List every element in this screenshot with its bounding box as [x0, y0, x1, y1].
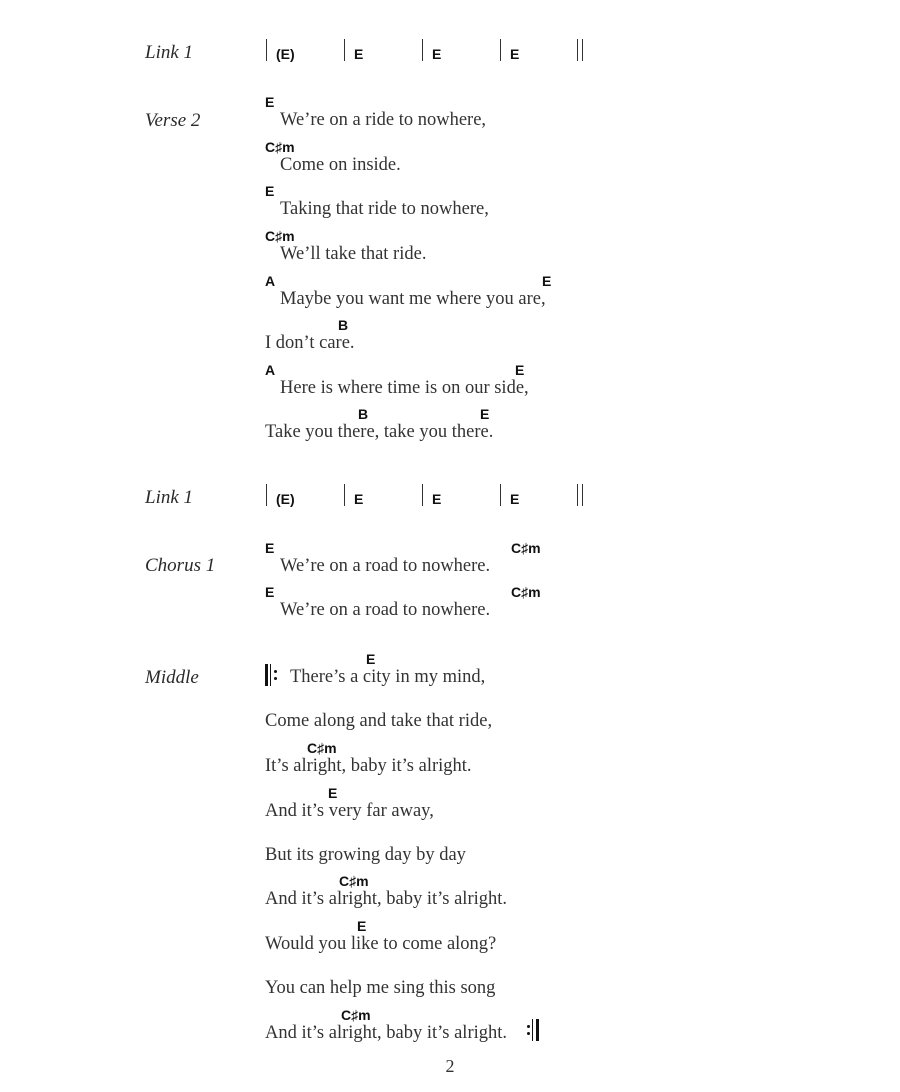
- chord: B: [358, 406, 369, 422]
- end-repeat-sign: [527, 1019, 541, 1041]
- chord: E: [480, 406, 490, 422]
- start-repeat-sign: [265, 664, 279, 686]
- chord: E: [542, 273, 552, 289]
- bar-chord: E: [354, 46, 364, 62]
- bar-chord: (E): [276, 46, 295, 62]
- lyric-line: Maybe you want me where you are,: [280, 289, 546, 309]
- barline: [266, 484, 267, 506]
- lyric-line: We’re on a ride to nowhere,: [280, 110, 487, 130]
- lyric-line: And it’s alright, baby it’s alright.: [265, 889, 508, 909]
- lyric-line: Taking that ride to nowhere,: [280, 199, 489, 219]
- chord: E: [328, 785, 338, 801]
- lyric-line: I don’t care.: [265, 333, 355, 353]
- chord: C♯m: [511, 540, 541, 556]
- barline: [422, 484, 423, 506]
- chord: C♯m: [265, 228, 295, 244]
- bar-chord: E: [510, 491, 520, 507]
- page-number: 2: [445, 1056, 455, 1076]
- chord: A: [265, 273, 276, 289]
- section-label-link1: Link 1: [145, 487, 194, 508]
- final-barline: [577, 484, 583, 506]
- bar-chord: E: [510, 46, 520, 62]
- chord: E: [366, 651, 376, 667]
- chord: E: [265, 540, 275, 556]
- chord: C♯m: [307, 740, 337, 756]
- bar-chord: E: [432, 46, 442, 62]
- lyric-line: You can help me sing this song: [265, 978, 496, 998]
- lyric-line: There’s a city in my mind,: [290, 667, 486, 687]
- chord: E: [265, 94, 275, 110]
- chord: E: [265, 584, 275, 600]
- section-label-middle: Middle: [145, 667, 199, 688]
- chord: B: [338, 317, 349, 333]
- section-label-link1: Link 1: [145, 42, 194, 63]
- section-label-chorus1: Chorus 1: [145, 555, 216, 576]
- bar-chord: E: [432, 491, 442, 507]
- lyric-line: Come along and take that ride,: [265, 711, 493, 731]
- chord: C♯m: [339, 873, 369, 889]
- barline: [422, 39, 423, 61]
- lyric-line: Here is where time is on our side,: [280, 378, 529, 398]
- lyric-line: But its growing day by day: [265, 845, 466, 865]
- lyric-line: And it’s alright, baby it’s alright.: [265, 1023, 508, 1043]
- lyric-line: Take you there, take you there.: [265, 422, 494, 442]
- barline: [500, 39, 501, 61]
- chord: E: [515, 362, 525, 378]
- lyric-line: We’re on a road to nowhere.: [280, 600, 491, 620]
- chord: E: [357, 918, 367, 934]
- chord: A: [265, 362, 276, 378]
- final-barline: [577, 39, 583, 61]
- chord: C♯m: [511, 584, 541, 600]
- lyric-line: We’re on a road to nowhere.: [280, 556, 491, 576]
- barline: [500, 484, 501, 506]
- barline: [344, 484, 345, 506]
- lyric-line: And it’s very far away,: [265, 801, 434, 821]
- barline: [266, 39, 267, 61]
- chord: C♯m: [341, 1007, 371, 1023]
- bar-chord: (E): [276, 491, 295, 507]
- chord: E: [265, 183, 275, 199]
- lyric-line: It’s alright, baby it’s alright.: [265, 756, 472, 776]
- lyric-line: Would you like to come along?: [265, 934, 497, 954]
- lyric-line: Come on inside.: [280, 155, 401, 175]
- bar-chord: E: [354, 491, 364, 507]
- chord: C♯m: [265, 139, 295, 155]
- section-label-verse2: Verse 2: [145, 110, 201, 131]
- barline: [344, 39, 345, 61]
- lyric-line: We’ll take that ride.: [280, 244, 427, 264]
